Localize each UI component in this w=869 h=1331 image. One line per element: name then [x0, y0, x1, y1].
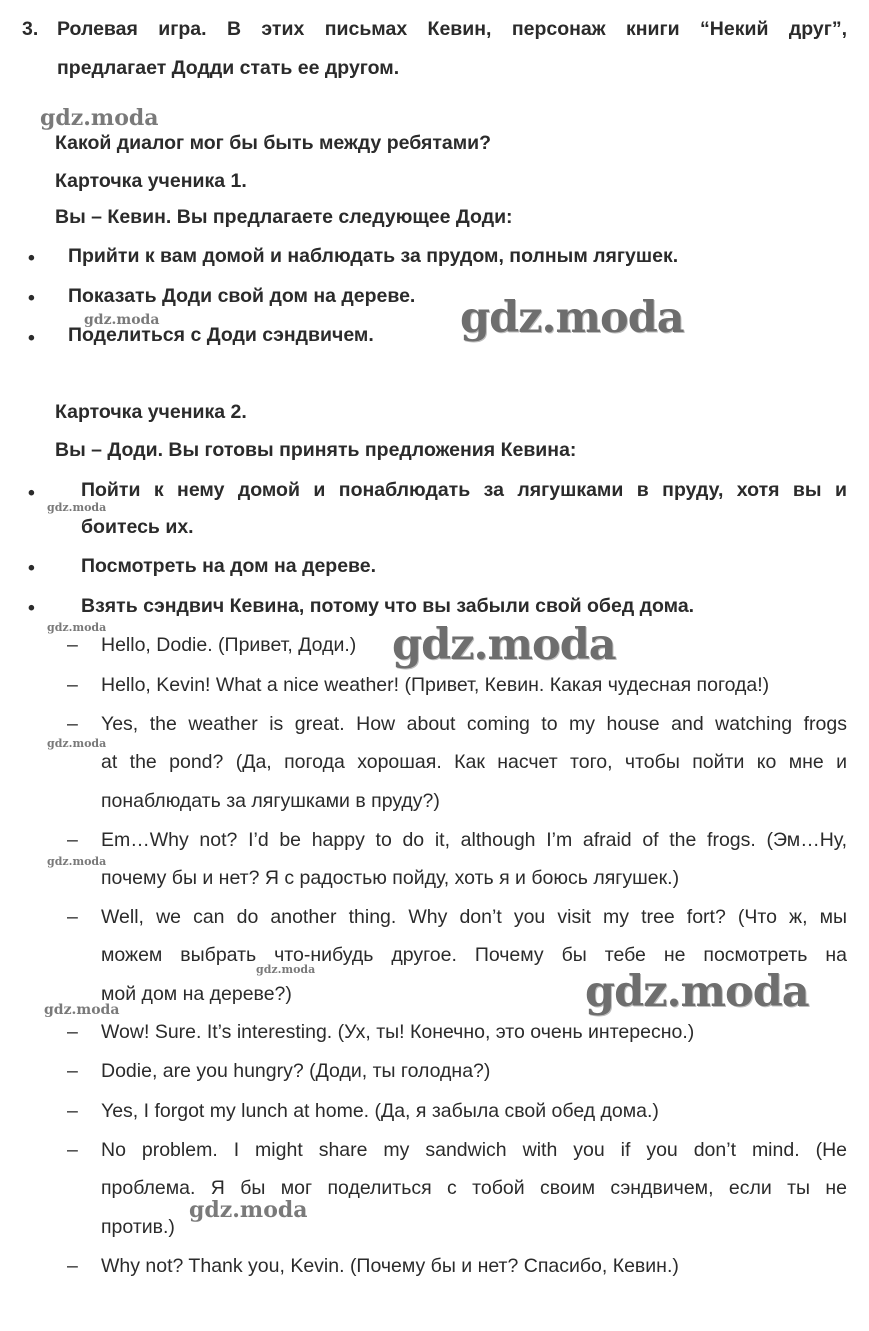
card2-bullet-1-line-2: боитесь их. — [81, 516, 194, 538]
watermark-logo: gdz.moda — [44, 1002, 120, 1018]
dialog-line-7: Dodie, are you hungry? (Доди, ты голодна?) — [101, 1060, 491, 1082]
dialog-line-10: Why not? Thank you, Kevin. (Почему бы и нет? Спасибо, Кевин.) — [101, 1255, 679, 1277]
dialog-line-3c: понаблюдать за лягушками в пруду?) — [101, 790, 440, 812]
question-text: Какой диалог мог бы быть между ребятами? — [55, 132, 492, 154]
dialog-line-5b: можем выбрать что-нибудь другое. Почему бы тебе не посмотреть на — [101, 944, 847, 966]
card1-bullet-3: Поделиться с Доди сэндвичем. — [68, 324, 374, 346]
dash-icon: – — [67, 674, 78, 696]
dialog-line-8: Yes, I forgot my lunch at home. (Да, я забыла свой обед дома.) — [101, 1100, 659, 1122]
watermark-logo: gdz.moda — [189, 1197, 308, 1223]
watermark-logo: gdz.moda — [585, 967, 809, 1017]
dialog-line-5a: Well, we can do another thing. Why don’t you visit my tree fort? (Что ж, мы — [101, 906, 847, 928]
watermark-logo: gdz.moda — [47, 501, 107, 514]
dash-icon: – — [67, 1021, 78, 1043]
task-title-line-1: Ролевая игра. В этих письмах Кевин, персонаж книги “Некий друг”, — [57, 18, 847, 40]
dialog-line-2: Hello, Kevin! What a nice weather! (Привет, Кевин. Какая чудесная погода!) — [101, 674, 770, 696]
watermark-logo: gdz.moda — [460, 293, 684, 343]
card2-intro: Вы – Доди. Вы готовы принять предложения Кевина: — [55, 439, 577, 461]
dialog-line-4b: почему бы и нет? Я с радостью пойду, хоть я и боюсь лягушек.) — [101, 867, 680, 889]
dialog-line-5c: мой дом на дереве?) — [101, 983, 292, 1005]
task-title-line-2: предлагает Додди стать ее другом. — [57, 57, 400, 79]
dialog-line-4a: Em…Why not? I’d be happy to do it, although I’m afraid of the frogs. (Эм…Ну, — [101, 829, 847, 851]
watermark-logo: gdz.moda — [392, 620, 616, 670]
card1-bullet-1: Прийти к вам домой и наблюдать за прудом, полным лягушек. — [68, 245, 679, 267]
bullet-icon: • — [28, 597, 35, 619]
dash-icon: – — [67, 1100, 78, 1122]
task-number: 3. — [22, 18, 39, 40]
watermark-logo: gdz.moda — [84, 312, 160, 328]
dialog-line-1: Hello, Dodie. (Привет, Доди.) — [101, 634, 357, 656]
dash-icon: – — [67, 1060, 78, 1082]
dash-icon: – — [67, 906, 78, 928]
watermark-logo: gdz.moda — [47, 621, 107, 634]
bullet-icon: • — [28, 482, 35, 504]
dialog-line-3a: Yes, the weather is great. How about coming to my house and watching frogs — [101, 713, 847, 735]
card2-heading: Карточка ученика 2. — [55, 401, 247, 423]
dash-icon: – — [67, 634, 78, 656]
dash-icon: – — [67, 829, 78, 851]
dialog-line-9c: против.) — [101, 1216, 175, 1238]
dash-icon: – — [67, 1255, 78, 1277]
card1-bullet-2: Показать Доди свой дом на дереве. — [68, 285, 416, 307]
card1-heading: Карточка ученика 1. — [55, 170, 247, 192]
watermark-logo: gdz.moda — [47, 855, 107, 868]
dialog-line-9b: проблема. Я бы мог поделиться с тобой своим сэндвичем, если ты не — [101, 1177, 847, 1199]
dialog-line-6: Wow! Sure. It’s interesting. (Ух, ты! Конечно, это очень интересно.) — [101, 1021, 695, 1043]
card1-intro: Вы – Кевин. Вы предлагаете следующее Доди: — [55, 206, 513, 228]
card2-bullet-2: Посмотреть на дом на дереве. — [81, 555, 377, 577]
watermark-logo: gdz.moda — [256, 963, 316, 976]
dialog-line-3b: at the pond? (Да, погода хорошая. Как насчет того, чтобы пойти ко мне и — [101, 751, 847, 773]
watermark-logo: gdz.moda — [40, 105, 159, 131]
dash-icon: – — [67, 1139, 78, 1161]
dialog-line-9a: No problem. I might share my sandwich with you if you don’t mind. (Не — [101, 1139, 847, 1161]
card2-bullet-3: Взять сэндвич Кевина, потому что вы забыли свой обед дома. — [81, 595, 695, 617]
bullet-icon: • — [28, 247, 35, 269]
dash-icon: – — [67, 713, 78, 735]
bullet-icon: • — [28, 287, 35, 309]
watermark-logo: gdz.moda — [47, 737, 107, 750]
bullet-icon: • — [28, 327, 35, 349]
card2-bullet-1-line-1: Пойти к нему домой и понаблюдать за лягушками в пруду, хотя вы и — [81, 479, 847, 501]
bullet-icon: • — [28, 557, 35, 579]
